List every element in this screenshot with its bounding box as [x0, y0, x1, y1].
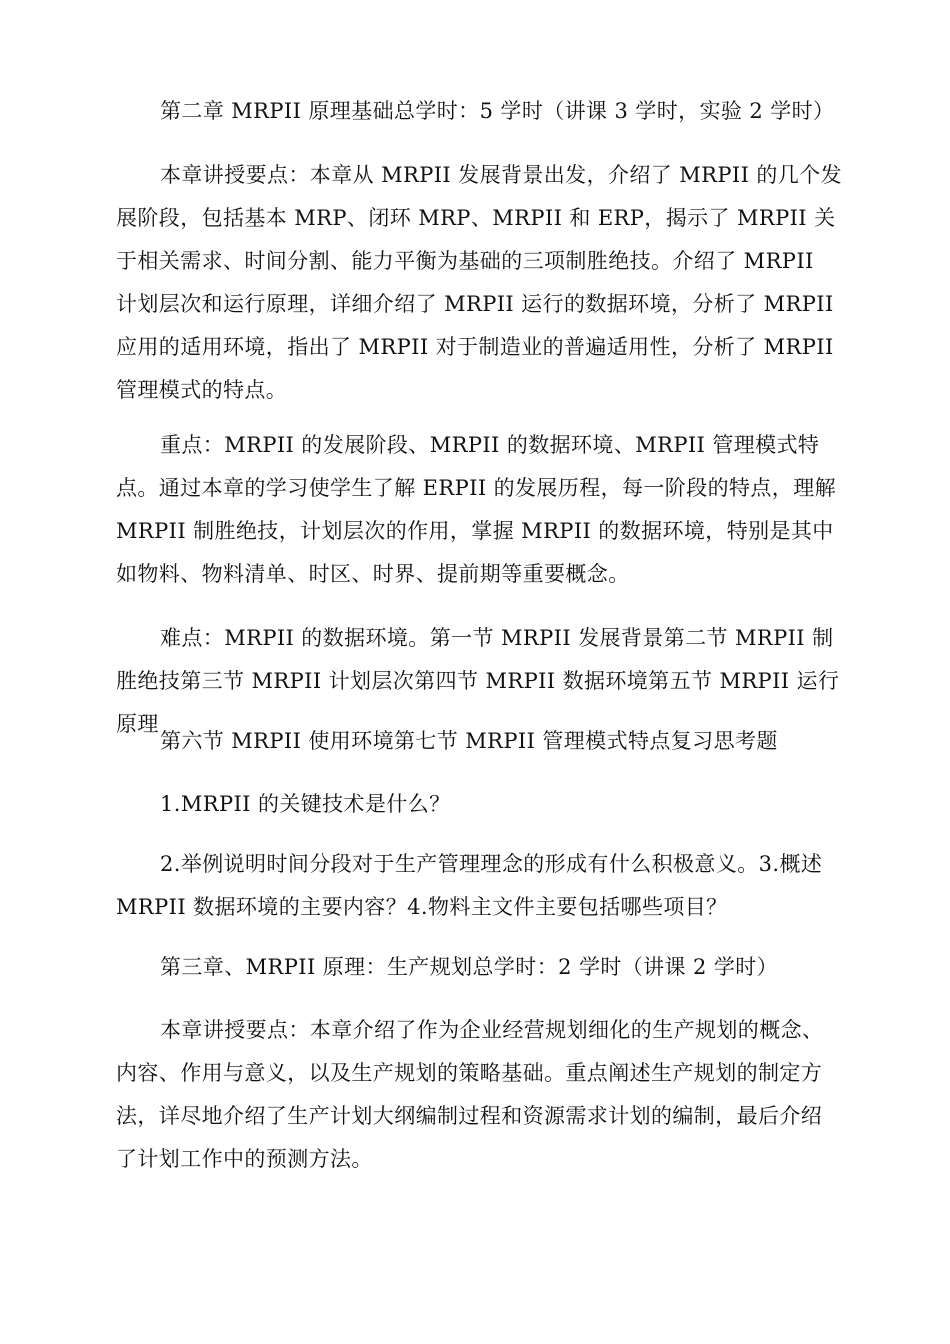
review-question-1: 1.MRPII 的关键技术是什么？ — [160, 792, 451, 816]
chapter-3-heading: 第三章、MRPII 原理：生产规划总学时：2 学时（讲课 2 学时） — [160, 955, 779, 979]
chapter-2-heading: 第二章 MRPII 原理基础总学时：5 学时（讲课 3 学时，实验 2 学时） — [160, 99, 835, 123]
chapter-3-summary-paragraph: 本章讲授要点：本章介绍了作为企业经营规划细化的生产规划的概念、内容、作用与意义，以及生产规划的策略基础。重点阐述生产规划的制定方法，详尽地介绍了生产计划大纲编制过程和资源需求计划的编制，最后介绍了计划工作中的预测方法。 — [116, 1018, 824, 1171]
review-questions-2-4: 2.举例说明时间分段对于生产管理理念的形成有什么积极意义。3.概述 MRPII 数据环境的主要内容？4.物料主文件主要包括哪些项目？ — [116, 852, 823, 919]
chapter-2-difficulties-paragraph: 难点：MRPII 的数据环境。第一节 MRPII 发展背景第二节 MRPII 制胜绝技第三节 MRPII 计划层次第四节 MRPII 数据环境第五节 MRPII 运行原理 — [116, 626, 840, 736]
chapter-2-sections-paragraph: 第六节 MRPII 使用环境第七节 MRPII 管理模式特点复习思考题 — [160, 729, 778, 753]
chapter-2-summary-paragraph: 本章讲授要点：本章从 MRPII 发展背景出发，介绍了 MRPII 的几个发展阶段，包括基本 MRP、闭环 MRP、MRPII 和 ERP，揭示了 MRPII 关于相关需求、时间分割、能力平衡为基础的三项制胜绝技。介绍了 MRPII 计划层次和运行原理，详细介绍了 MRPII 运行的数据环境，分析了 MRPII 应用的适用环境，指出了 MRPII 对于制造业的普遍适用性，分析了 MRPII 管理模式的特点。 — [116, 163, 842, 402]
chapter-2-key-points-paragraph: 重点：MRPII 的发展阶段、MRPII 的数据环境、MRPII 管理模式特点。通过本章的学习使学生了解 ERPII 的发展历程，每一阶段的特点，理解 MRPII 制胜绝技，计划层次的作用，掌握 MRPII 的数据环境，特别是其中如物料、物料清单、时区、时界、提前期等重要概念。 — [116, 433, 837, 586]
